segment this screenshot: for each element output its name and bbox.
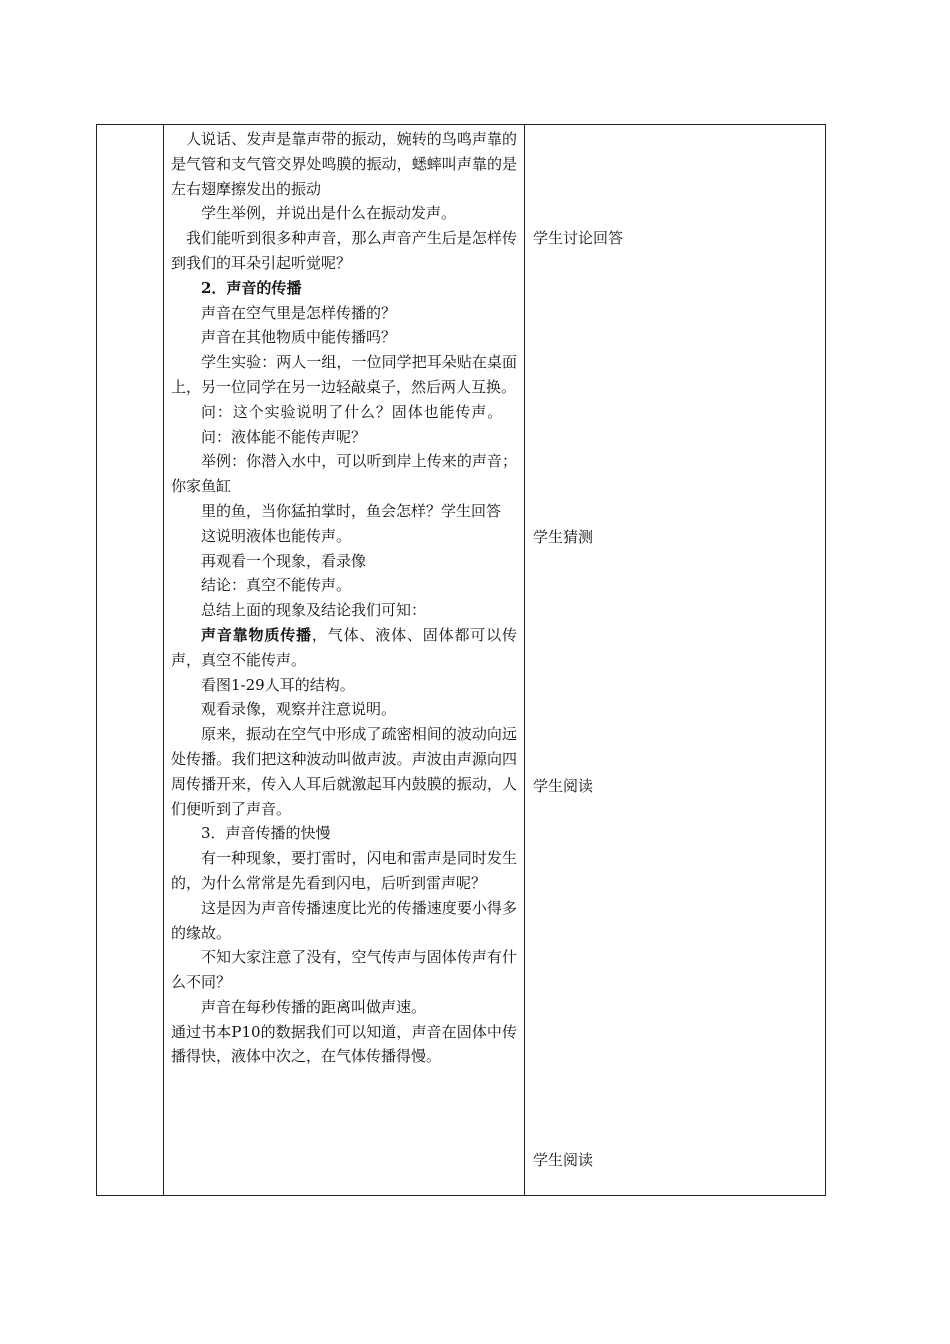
paragraph-fish-example: 里的鱼，当你猛拍掌时，鱼会怎样？学生回答 <box>201 501 502 520</box>
paragraph-summary-intro: 总结上面的现象及结论我们可知： <box>201 601 427 620</box>
paragraph-student-experiment: 学生实验：两人一组，一位同学把耳朵贴在桌面上，另一位同学在另一边轻敲桌子，然后两人互换。 <box>171 353 517 396</box>
section-heading-speed: 3．声音传播的快慢 <box>201 824 331 843</box>
student-note-discuss: 学生讨论回答 <box>533 229 624 247</box>
column-divider-1 <box>163 125 164 1195</box>
paragraph-air-vs-solid: 不知大家注意了没有，空气传声与固体传声有什么不同？ <box>171 948 517 992</box>
student-note-guess: 学生猜测 <box>533 528 594 546</box>
paragraph-other-media-question: 声音在其他物质中能传播吗？ <box>201 328 397 347</box>
section-heading-propagation: 2．声音的传播 <box>201 278 302 297</box>
paragraph-liquid-conclusion: 这说明液体也能传声。 <box>201 526 352 545</box>
paragraph-watch-video: 再观看一个现象，看录像 <box>201 551 367 570</box>
student-note-read-1: 学生阅读 <box>533 777 594 795</box>
paragraph-sound-wave: 原来，振动在空气中形成了疏密相间的波动向远处传播。我们把这种波动叫做声波。声波由声源向四周传播开来，传入人耳后就激起耳内鼓膜的振动，人们便听到了声音。 <box>171 725 517 818</box>
paragraph-book-data: 通过书本P10的数据我们可以知道，声音在固体中传播得快，液体中次之，在气体传播得慢。 <box>171 1022 517 1066</box>
paragraph-solid-conclusion: 问：这个实验说明了什么？固体也能传声。 <box>201 402 504 421</box>
summary-rest: ，气体、液体、固体都可以传声，真空不能传声。 <box>171 625 517 669</box>
teaching-content-column <box>171 127 517 1069</box>
paragraph-observe-video: 观看录像，观察并注意说明。 <box>201 700 397 719</box>
paragraph-vacuum-conclusion: 结论：真空不能传声。 <box>201 576 352 595</box>
paragraph-thunder-lightning: 有一种现象，要打雷时，闪电和雷声是同时发生的，为什么常常是先看到闪电，后听到雷声呢？ <box>171 849 517 892</box>
paragraph-question-transmission: 我们能听到很多种声音，那么声音产生后是怎样传到我们的耳朵引起听觉呢？ <box>171 229 517 272</box>
bold-key-point: 声音靠物质传播 <box>201 625 312 644</box>
column-divider-2 <box>524 125 525 1195</box>
paragraph-speed-explanation: 这是因为声音传播速度比光的传播速度要小得多的缘故。 <box>171 898 517 942</box>
paragraph-liquid-question: 问：液体能不能传声呢？ <box>201 427 367 446</box>
lesson-table <box>96 124 826 1196</box>
student-note-read-2: 学生阅读 <box>533 1151 594 1169</box>
paragraph-speed-definition: 声音在每秒传播的距离叫做声速。 <box>201 997 427 1016</box>
paragraph-air-question: 声音在空气里是怎样传播的？ <box>201 303 397 322</box>
paragraph-student-examples: 学生举例，并说出是什么在振动发声。 <box>201 204 457 223</box>
paragraph-vibration-examples: 人说话、发声是靠声带的振动，婉转的鸟鸣声靠的是气管和支气管交界处鸣膜的振动，蟋蟀叫声靠的是左右翅摩擦发出的振动 <box>171 130 517 198</box>
paragraph-diving-example: 举例：你潜入水中，可以听到岸上传来的声音；你家鱼缸 <box>171 452 517 496</box>
paragraph-medium-summary <box>171 623 517 673</box>
paragraph-ear-figure: 看图1-29人耳的结构。 <box>201 675 355 694</box>
